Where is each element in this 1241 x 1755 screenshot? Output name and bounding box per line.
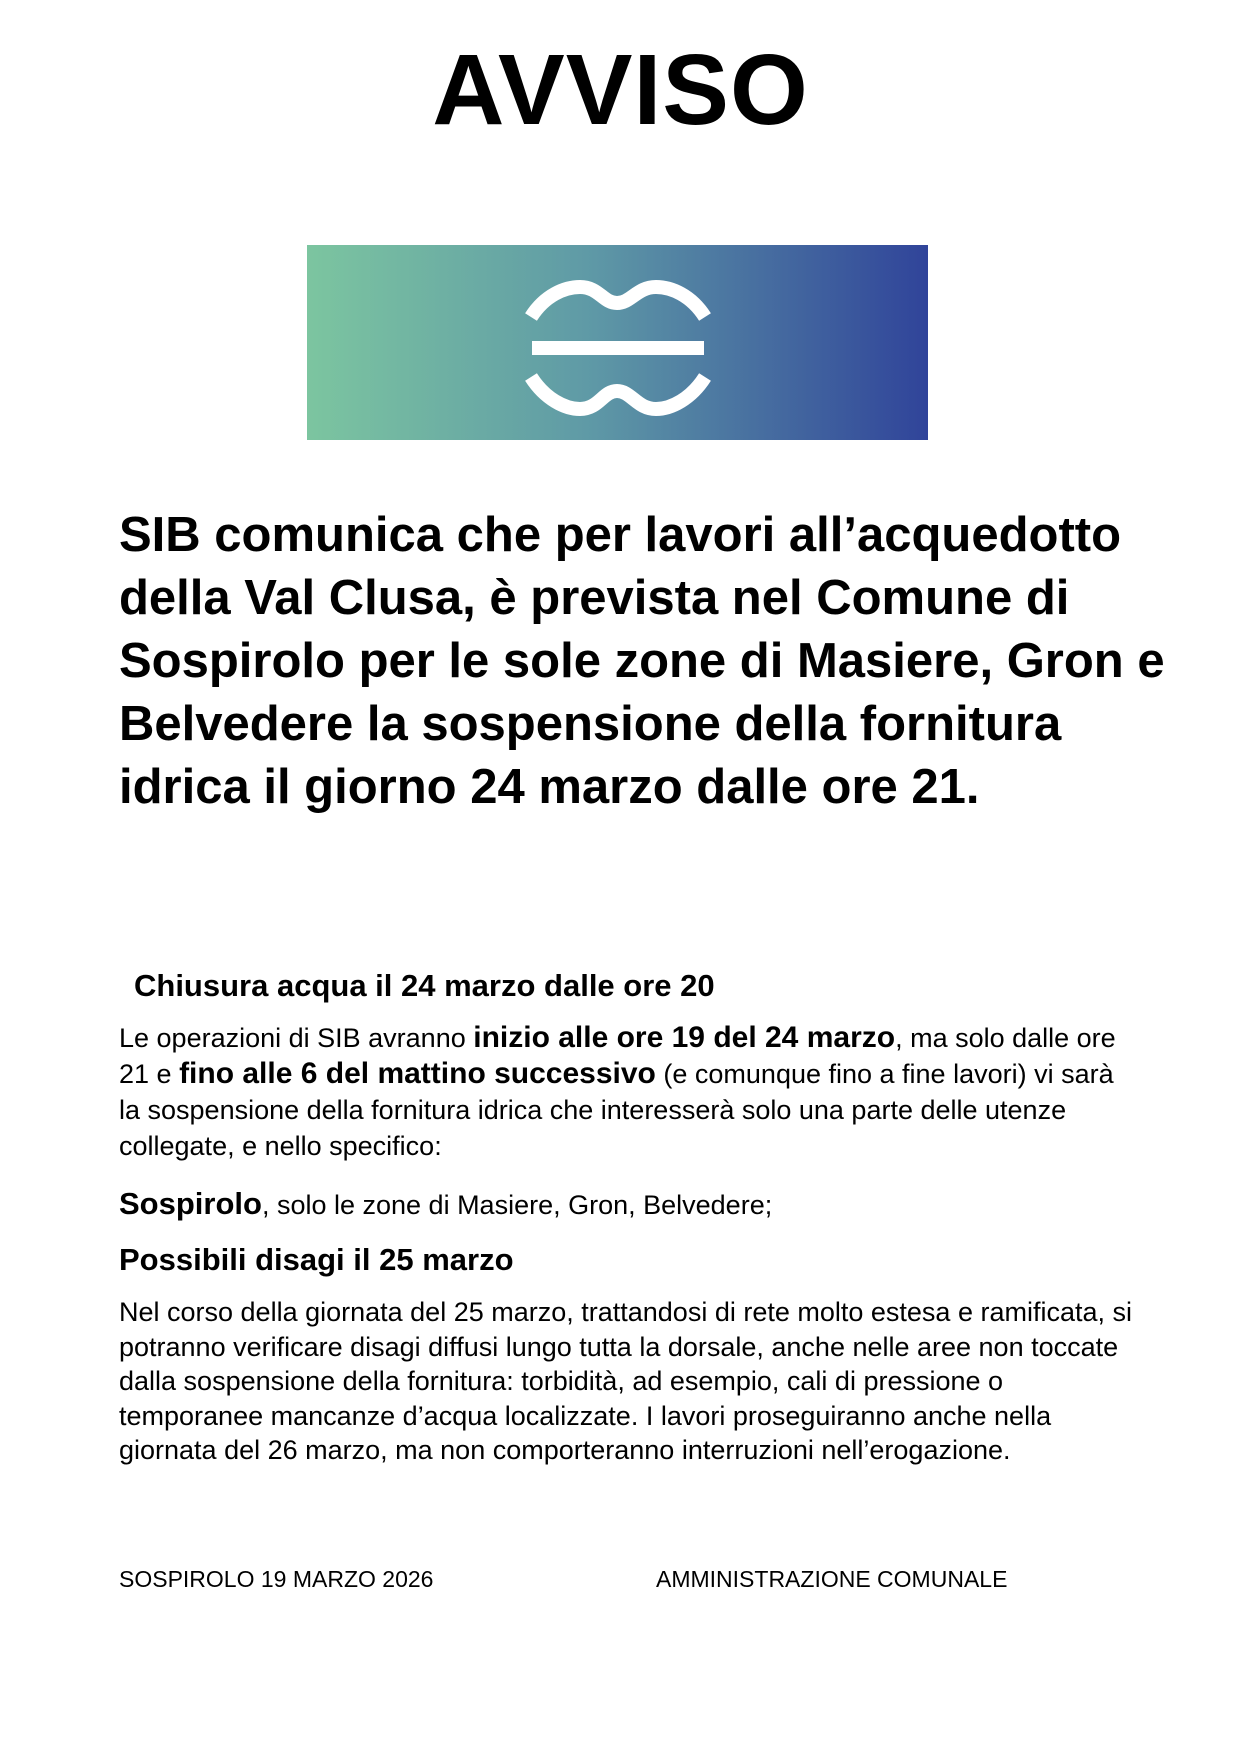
operations-text-3: (e comunque fino a fine lavori) vi sarà la sospensione della fornitura idrica che interesserà solo una parte delle utenze collegate, e nello specifico: — [119, 1059, 1114, 1161]
operations-start-time: inizio alle ore 19 del 24 marzo — [473, 1021, 896, 1054]
headline: SIB comunica che per lavori all’acquedotto della Val Clusa, è prevista nel Comune di Sospirolo per le sole zone di Masiere, Gron e Belvedere la sospensione della fornitura idrica il giorno 24 marzo dalle ore 21. — [119, 508, 1165, 814]
operations-text-2: , ma solo dalle ore 21 e — [119, 1023, 1116, 1089]
disruption-paragraph: Nel corso della giornata del 25 marzo, trattandosi di rete molto estesa e ramificata, si potranno verificare disagi diffusi lungo tutta la dorsale, anche nelle aree non toccate dalla sospensione della fornitura: torbidità, ad esempio, cali di pressione o temporanee mancanze d’acqua localizzate. I lavori proseguiranno anche nella giornata del 26 marzo, ma non comporteranno interruzioni nell’erogazione. — [119, 1297, 1132, 1465]
closure-heading: Chiusura acqua il 24 marzo dalle ore 20 — [134, 968, 715, 1003]
affected-zones-text: , solo le zone di Masiere, Gron, Belvedere; — [261, 1190, 773, 1220]
disruption-heading: Possibili disagi il 25 marzo — [119, 1242, 514, 1277]
operations-paragraph — [119, 1020, 1139, 1164]
sib-logo-icon — [307, 245, 928, 440]
affected-zones-line — [119, 1184, 1139, 1225]
footer-signature: AMMINISTRAZIONE COMUNALE — [656, 1566, 1008, 1592]
footer-place-date: SOSPIROLO 19 MARZO 2026 — [119, 1566, 434, 1592]
sib-logo-banner — [307, 245, 928, 440]
operations-end-time: fino alle 6 del mattino successivo — [179, 1057, 656, 1090]
operations-text-1: Le operazioni di SIB avranno — [119, 1023, 474, 1053]
page-title: AVVISO — [432, 34, 809, 146]
municipality-name: Sospirolo — [119, 1186, 262, 1221]
